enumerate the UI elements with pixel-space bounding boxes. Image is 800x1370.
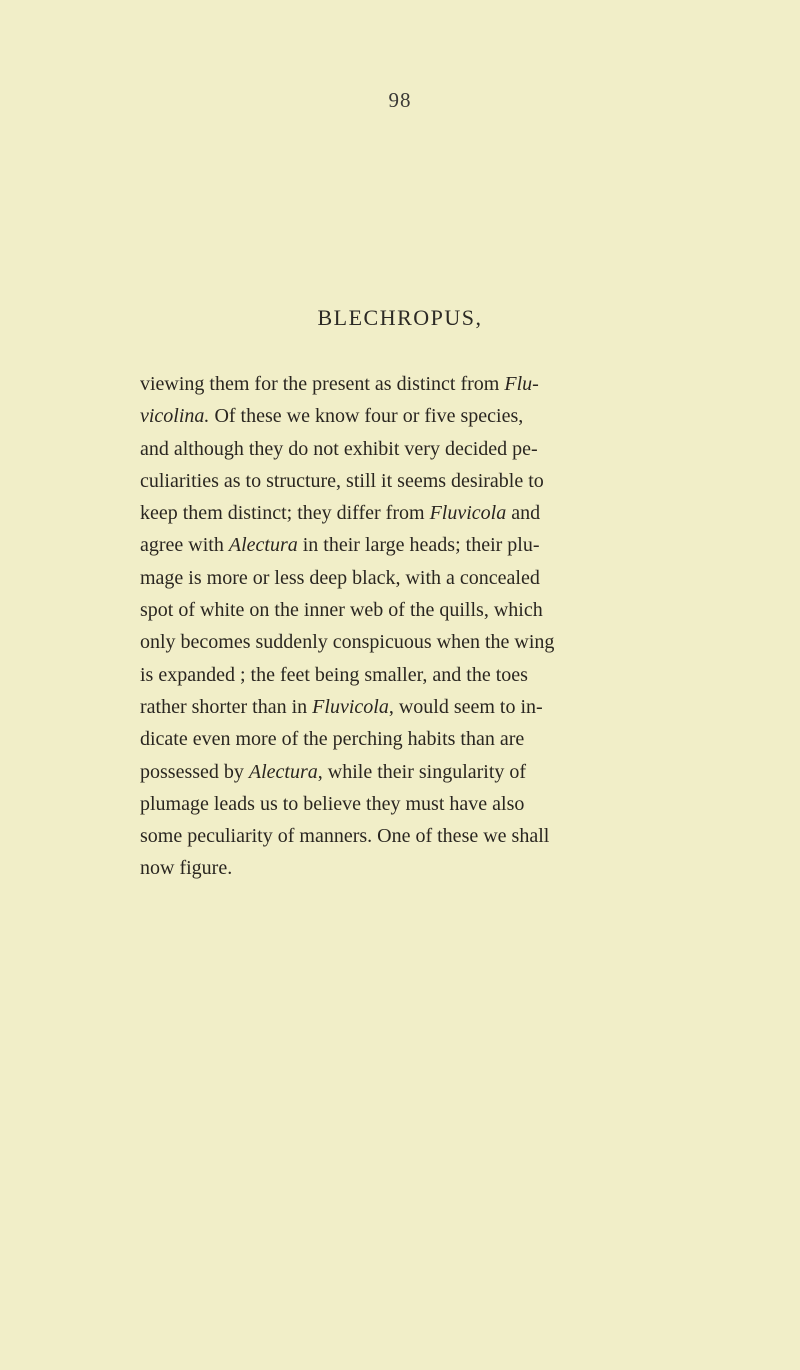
text-segment: rather shorter than in: [140, 695, 313, 718]
text-segment: keep them distinct; they differ from: [140, 502, 430, 525]
text-segment: agree with: [140, 534, 229, 557]
italic-genus-name: vicolina.: [140, 405, 210, 428]
italic-genus-name: Alectura: [228, 534, 298, 557]
text-line: [140, 852, 800, 884]
text-segment: viewing them for the present as distinct from: [140, 373, 505, 395]
text-segment: culiarities as to structure, still it seems desirable to: [140, 469, 544, 492]
text-segment: plumage leads us to believe they must have also: [140, 792, 525, 815]
text-line: [140, 723, 800, 755]
text-segment: and although they do not exhibit very decided pe-: [140, 437, 538, 460]
text-line: [140, 594, 800, 626]
italic-genus-name: Alectura: [248, 760, 318, 783]
text-line: [140, 659, 800, 691]
text-line: [140, 368, 800, 400]
running-head: BLECHROPUS,: [317, 305, 483, 330]
text-segment: mage is more or less deep black, with a concealed: [140, 566, 540, 589]
text-line: [140, 691, 800, 723]
text-line: [140, 756, 800, 788]
text-line: [140, 529, 800, 561]
text-line: [140, 788, 800, 820]
text-segment: dicate even more of the perching habits than are: [140, 728, 525, 751]
text-segment: and: [506, 502, 541, 525]
text-segment: now figure.: [140, 857, 233, 880]
text-segment: in their large heads; their plu-: [297, 534, 540, 557]
text-segment: , would seem to in-: [388, 695, 543, 718]
text-line: [140, 497, 800, 529]
text-segment: Of these we know four or five species,: [209, 405, 524, 428]
text-line: [140, 400, 800, 432]
italic-genus-name: Flu-: [504, 373, 539, 395]
text-line: [140, 433, 800, 465]
text-segment: spot of white on the inner web of the quills, which: [140, 599, 543, 622]
text-segment: only becomes suddenly conspicuous when the wing: [140, 631, 555, 654]
italic-genus-name: Fluvicola: [429, 502, 507, 525]
page-number: 98: [388, 88, 412, 112]
italic-genus-name: Fluvicola: [312, 695, 389, 718]
text-segment: , while their singularity of: [317, 760, 527, 783]
text-line: [140, 626, 800, 658]
text-line: [140, 820, 800, 852]
text-line: [140, 465, 800, 497]
text-segment: some peculiarity of manners. One of these we shall: [140, 825, 550, 848]
text-segment: possessed by: [140, 760, 249, 783]
body-paragraph: [140, 368, 800, 885]
text-line: [140, 562, 800, 594]
text-segment: is expanded ; the feet being smaller, and the toes: [140, 663, 528, 686]
